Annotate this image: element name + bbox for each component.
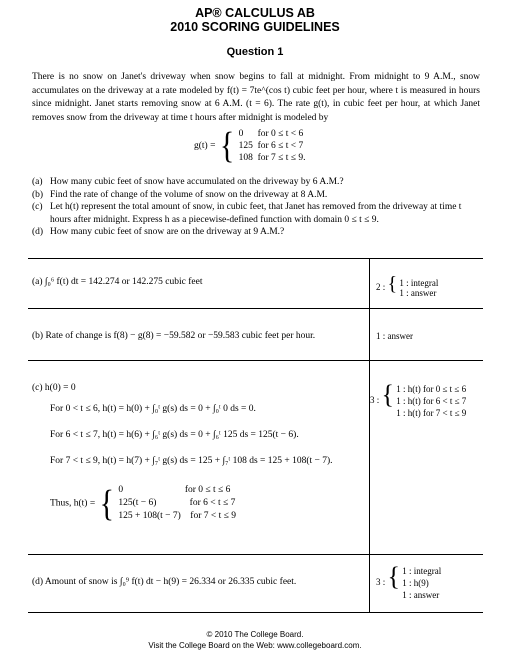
g-row: 108 for 7 ≤ t ≤ 9. <box>238 153 306 163</box>
solution-d: (d) Amount of snow is ∫₀⁹ f(t) dt − h(9) = 26.334 or 26.335 cubic feet. <box>32 577 297 587</box>
solution-a: (a) ∫₀⁶ f(t) dt = 142.274 or 142.275 cubic feet <box>32 277 203 287</box>
problem-statement: There is no snow on Janet's driveway when snow begins to fall at midnight. From midnight to 9 A.M., snow accumulates on the driveway at a rate modeled by f(t) = 7te^(cos t) cubic feet per hour, where t is measured in hours since midnight. Janet starts removing snow at 6 A.M. (t = 6). The rate g(t), in cubic feet per hour, at which Janet removes snow from the driveway at time t hours after midnight is modeled by <box>32 72 480 123</box>
column-divider <box>369 258 370 612</box>
g-row: 125 for 6 ≤ t < 7 <box>238 141 304 151</box>
divider <box>28 360 483 361</box>
question-title: Question 1 <box>226 46 284 58</box>
part-item: (c) Let h(t) represent the total amount of snow, in cubic feet, that Janet has removed from the driveway at time t hours after midnight. Express h as a piecewise-defined function with domain 0 ≤ t ≤ 9. <box>32 202 462 225</box>
g-row: 0 for 0 ≤ t < 6 <box>238 129 304 139</box>
rubric-d: 3 : { 1 : integral 1 : h(9) 1 : answer <box>376 562 442 600</box>
page-title: AP® CALCULUS AB <box>195 6 315 20</box>
part-item: (a) How many cubic feet of snow have accumulated on the driveway by 6 A.M.? <box>32 177 344 187</box>
solution-c-line: For 7 < t ≤ 9, h(t) = h(7) + ∫₇ᵗ g(s) ds = 125 + ∫₇ᵗ 108 ds = 125 + 108(t − 7). <box>50 456 333 466</box>
g-label: g(t) = <box>194 141 216 152</box>
g-piecewise <box>194 124 306 166</box>
question-parts <box>32 176 482 239</box>
solution-b: (b) Rate of change is f(8) − g(8) = −59.582 or −59.583 cubic feet per hour. <box>32 331 316 341</box>
brace-icon: { <box>387 273 398 295</box>
part-item: (b) Find the rate of change of the volume of snow on the driveway at 8 A.M. <box>32 189 328 200</box>
divider <box>28 258 483 259</box>
brace-icon: { <box>219 124 235 166</box>
footer-copyright: © 2010 The College Board. <box>206 630 304 639</box>
divider <box>28 554 483 555</box>
solution-c-line: For 6 < t ≤ 7, h(t) = h(6) + ∫₆ᵗ g(s) ds = 0 + ∫₆ᵗ 125 ds = 125(t − 6). <box>50 430 299 440</box>
rubric-b: 1 : answer <box>376 331 413 341</box>
divider <box>28 612 483 613</box>
page-subtitle: 2010 SCORING GUIDELINES <box>170 20 340 34</box>
solution-c-line: For 0 < t ≤ 6, h(t) = h(0) + ∫₀ᵗ g(s) ds = 0 + ∫₀ᵗ 0 ds = 0. <box>50 404 256 414</box>
h-piecewise: Thus, h(t) = { 0 for 0 ≤ t ≤ 6 125(t − 6) for 6 < t ≤ 7 125 + 108(t − 7) for 7 < t ≤ 9 <box>50 482 236 524</box>
part-item: (d) How many cubic feet of snow are on the driveway at 9 A.M.? <box>32 227 285 237</box>
rubric-a: 2 : { 1 : integral 1 : answer <box>376 273 439 298</box>
solution-c-line: (c) h(0) = 0 <box>32 383 76 393</box>
footer-link[interactable]: Visit the College Board on the Web: www.collegeboard.com. <box>148 641 362 650</box>
brace-icon: { <box>99 482 114 524</box>
rubric-c: 3 : { 1 : h(t) for 0 ≤ t ≤ 6 1 : h(t) for 6 < t ≤ 7 1 : h(t) for 7 < t ≤ 9 <box>370 380 467 418</box>
brace-icon: { <box>381 380 394 409</box>
brace-icon: { <box>387 562 400 591</box>
divider <box>28 308 483 309</box>
